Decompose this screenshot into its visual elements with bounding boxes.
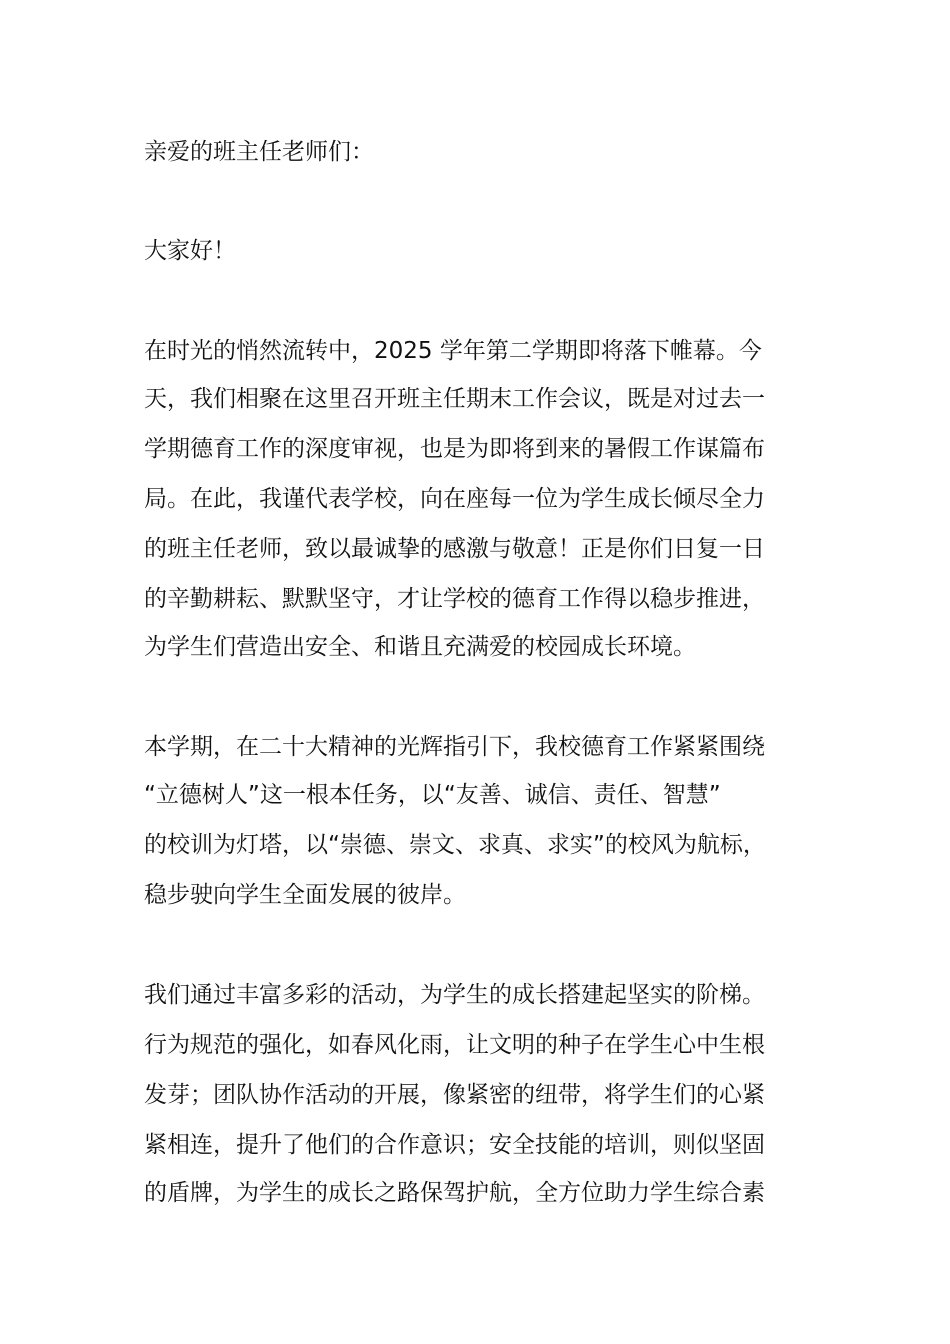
- salutation: 亲爱的班主任老师们：: [144, 139, 374, 165]
- paragraph-2-line-1: 本学期，在二十大精神的光辉指引下，我校德育工作紧紧围绕: [144, 734, 765, 760]
- paragraph-2-line-3: 的校训为灯塔，以“崇德、崇文、求真、求实”的校风为航标，: [144, 832, 766, 858]
- paragraph-1-line-1: 在时光的悄然流转中，2025 学年第二学期即将落下帷幕。今: [144, 338, 762, 364]
- paragraph-2-line-4: 稳步驶向学生全面发展的彼岸。: [144, 882, 466, 908]
- greeting: 大家好！: [144, 238, 236, 264]
- paragraph-1-line-7: 为学生们营造出安全、和谐且充满爱的校园成长环境。: [144, 634, 696, 660]
- paragraph-2-line-2: “立德树人”这一根本任务，以“友善、诚信、责任、智慧”: [144, 782, 721, 808]
- paragraph-1-line-4: 局。在此，我谨代表学校，向在座每一位为学生成长倾尽全力: [144, 486, 765, 512]
- paragraph-1-line-5: 的班主任老师，致以最诚挚的感激与敬意！正是你们日复一日: [144, 536, 765, 562]
- paragraph-1-line-3: 学期德育工作的深度审视，也是为即将到来的暑假工作谋篇布: [144, 436, 765, 462]
- paragraph-1-line-6: 的辛勤耕耘、默默坚守，才让学校的德育工作得以稳步推进，: [144, 586, 765, 612]
- paragraph-3-line-1: 我们通过丰富多彩的活动，为学生的成长搭建起坚实的阶梯。: [144, 982, 765, 1008]
- paragraph-3-line-3: 发芽；团队协作活动的开展，像紧密的纽带，将学生们的心紧: [144, 1082, 765, 1108]
- paragraph-3-line-4: 紧相连，提升了他们的合作意识；安全技能的培训，则似坚固: [144, 1132, 765, 1158]
- paragraph-3-line-5: 的盾牌，为学生的成长之路保驾护航，全方位助力学生综合素: [144, 1180, 765, 1206]
- paragraph-3-line-2: 行为规范的强化，如春风化雨，让文明的种子在学生心中生根: [144, 1032, 765, 1058]
- paragraph-1-line-2: 天，我们相聚在这里召开班主任期末工作会议，既是对过去一: [144, 386, 765, 412]
